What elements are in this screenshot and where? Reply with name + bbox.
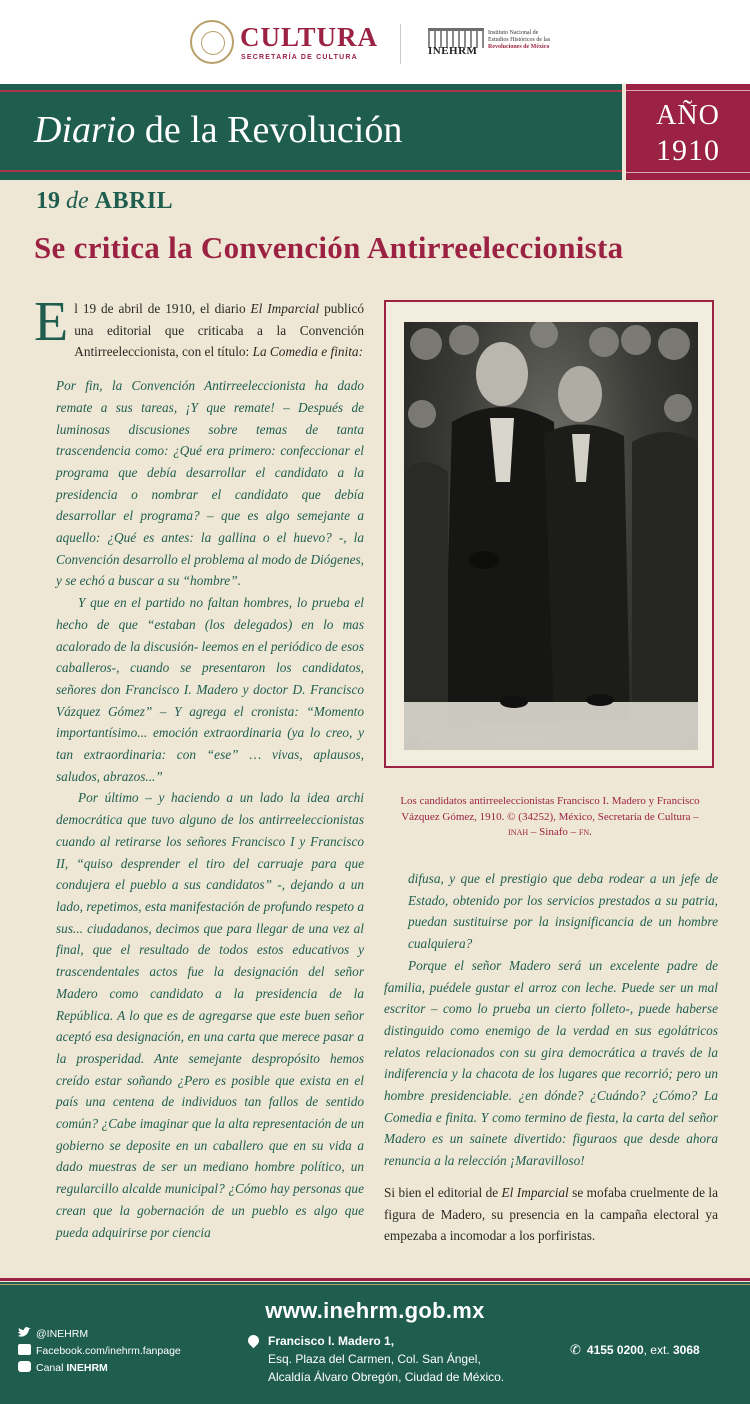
photo-illustration (404, 322, 698, 750)
twitter-icon (18, 1327, 31, 1338)
phone-number: 4155 0200 (586, 1343, 644, 1357)
yearbox-bottom-rule (626, 172, 750, 173)
top-logo-bar (0, 0, 750, 84)
youtube-label: Canal (36, 1362, 67, 1374)
date-de: de (60, 188, 95, 214)
inehrm-full-name (488, 30, 568, 51)
article-right-column (384, 868, 718, 1247)
youtube-channel: INEHRM (66, 1362, 108, 1374)
twitter-link[interactable] (18, 1326, 181, 1343)
quote-paragraph-4: Porque el señor Madero será un excelente padre de familia, puédele gustar el arroz con leche. Puede ser un mal escritor – como lo prueba un cierto folleto-, puede haberse distinguido como enemigo de la verdad en sus egolátricos relatos relacionados con su gira democrática a través de la indiferencia y la chacota de los lugares que recorrió; pero un hombre presidenciable. ¿en dónde? ¿Cuándo? ¿Cómo? La Comedia e finita. Y como termino de fiesta, la carta del señor Madero es un sainete divertido: figuraos que desde ahora renuncia a la relección ¡Maravilloso! (384, 957, 718, 1169)
intro-text-2: publicó una editorial que criticaba a la Convención Antirreeleccionista, con el título: (74, 301, 364, 360)
facebook-url: Facebook.com/inehrm.fanpage (36, 1345, 181, 1357)
phone-ext-label: , ext. (643, 1343, 673, 1357)
social-links (18, 1326, 181, 1377)
drop-cap: E (34, 291, 69, 353)
photo-caption (390, 794, 710, 841)
footer-top-stripe (0, 1278, 750, 1281)
intro-editorial-title: La Comedia e finita: (252, 344, 363, 360)
footer (0, 1282, 750, 1404)
header-band (0, 84, 622, 180)
phone-extension: 3068 (672, 1343, 700, 1357)
mexico-seal-icon (190, 20, 234, 64)
address-block (248, 1332, 504, 1386)
closing-text-1: Si bien el editorial de (384, 1184, 502, 1200)
photo-frame (384, 300, 714, 768)
footer-gold-rule (0, 1284, 750, 1285)
cultura-subtitle: SECRETARÍA DE CULTURA (241, 54, 358, 61)
address-line-1: Francisco I. Madero 1, (268, 1334, 395, 1348)
youtube-link[interactable] (18, 1360, 181, 1377)
date-month: ABRIL (94, 188, 174, 214)
photo-inner-label: FRANCISCO I. MADERO (420, 734, 542, 744)
band-bottom-rule (0, 170, 622, 172)
title-rest: de la Revolución (135, 109, 403, 151)
caption-fn: FN (578, 828, 590, 837)
cultura-logo: CULTURA (240, 22, 379, 52)
year-value: 1910 (656, 134, 720, 167)
website-link[interactable]: www.inehrm.gob.mx (265, 1298, 485, 1323)
year-label: AÑO (656, 100, 720, 131)
phone-icon: ✆ (570, 1342, 581, 1357)
article-headline: Se critica la Convención Antirreeleccionista (34, 230, 624, 265)
caption-text-1: Los candidatos antirreeleccionistas Francisco I. Madero y Francisco Vázquez Gómez, 1910. © (34252), México, Secretaría de Cultura – (400, 795, 700, 823)
date-day: 19 (36, 188, 60, 214)
logo-divider (400, 24, 401, 64)
facebook-icon (18, 1344, 31, 1355)
yearbox-top-rule (626, 90, 750, 91)
address-line-2: Esq. Plaza del Carmen, Col. San Ángel, (268, 1352, 481, 1366)
inehrm-name-line-1: Instituto Nacional de (488, 30, 539, 36)
quote-paragraph-3-continued: difusa, y que el prestigio que deba rodear a un jefe de Estado, obtenido por los servicios prestados a su patria, puedan sustituirse por la insignificancia de un hombre cualquiera? (408, 871, 718, 952)
caption-text-3: . (589, 826, 592, 838)
band-top-rule (0, 90, 622, 92)
article-left-column (34, 291, 364, 1243)
inehrm-name-line-2: Estudios Históricos de las (488, 37, 551, 43)
article-intro (34, 291, 364, 363)
intro-newspaper-name: El Imparcial (250, 301, 320, 316)
entry-date (36, 188, 173, 215)
facebook-link[interactable] (18, 1343, 181, 1360)
youtube-icon (18, 1361, 31, 1372)
closing-text-2: se mofaba cruelmente de la figura de Madero, su presencia en la campaña electoral ya empezaba a incomodar a los porfiristas. (384, 1184, 718, 1244)
phone-block[interactable] (570, 1342, 700, 1358)
historical-photo (404, 322, 698, 750)
year-box (626, 84, 750, 180)
address-line-3: Alcaldía Álvaro Obregón, Ciudad de México. (268, 1370, 505, 1384)
twitter-handle: @INEHRM (36, 1328, 89, 1340)
quote-paragraph-1: Por fin, la Convención Antirreeleccionista ha dado remate a sus tareas, ¡Y que remate! – Después de luminosas discusiones sobre temas de tanta trascendencia como: ¿Qué era primero: confeccionar el programa que debía desarrollar el candidato a la presidencia o nombrar el candidato que debía desarrollar el programa? – que es algo semejante a aquello: ¿Qué es antes: la gallina o el huevo? -, la Convención desarrollo el problema al modo de Diógenes, y se echó a buscar a su “hombre”. (56, 378, 364, 589)
quote-paragraph-3: Por último – y haciendo a un lado la idea archi democrática que tuvo alguno de los antirreeleccionistas cuando al retirarse los señores Francisco I y Francisco II, “quiso desprender el tiro del carruaje para que condujera el pueblo a sus candidatos” -, dejando a un lado, repetimos, esta manifestación de profundo respeto a sus... ciudadanos, decimos que para llegar de una vez al final, que el resultado de todos estos educativos y trascendentales actos fue la designación del señor Madero como candidato a la presidencia de la República. A lo que es de agregarse que este buen señor aceptó esa designación, en una carta que merece pasar a la prosperidad. Ante semejante despropósito hemos creído estar soñando ¿Pero es posible que exista en el país una centena de individuos tan fallos de sentido común? ¿Cabe imaginar que la alta representación de un gobierno se deposite en un caballero que en su vida a dado muestras de ser un mediano hombre político, un regularcillo alcalde municipal? ¿Cómo hay personas que crean que la gobernación de un pueblo es algo que pueda adquirirse por ciencia (56, 790, 364, 1240)
inehrm-logo: INEHRM (428, 45, 478, 57)
inehrm-name-line-3: Revoluciones de México (488, 44, 550, 50)
newsletter-title (34, 108, 402, 152)
title-italic: Diario (34, 109, 136, 151)
caption-inah: INAH (508, 828, 529, 837)
article-closing (384, 1182, 718, 1247)
location-pin-icon (246, 1333, 262, 1349)
caption-text-2: – Sinafo – (528, 826, 579, 838)
intro-text-1: l 19 de abril de 1910, el diario (74, 301, 251, 316)
closing-newspaper-name: El Imparcial (501, 1184, 569, 1200)
quote-paragraph-2: Y que en el partido no faltan hombres, lo prueba el hecho de que “estaban (los delegados) en lo mas acalorado de la discusión- leemos en el periódico de esos caballeros-, cuando se presentaron los candidatos, señores don Francisco I. Madero y doctor D. Francisco Vázquez Gómez” – Y agrega el cronista: “Momento importantísimo... emoción extraordinaria (ya lo creo, y tan extraordinaria: con “ese” … vivas, aplausos, saludos, abrazos...” (56, 595, 364, 784)
